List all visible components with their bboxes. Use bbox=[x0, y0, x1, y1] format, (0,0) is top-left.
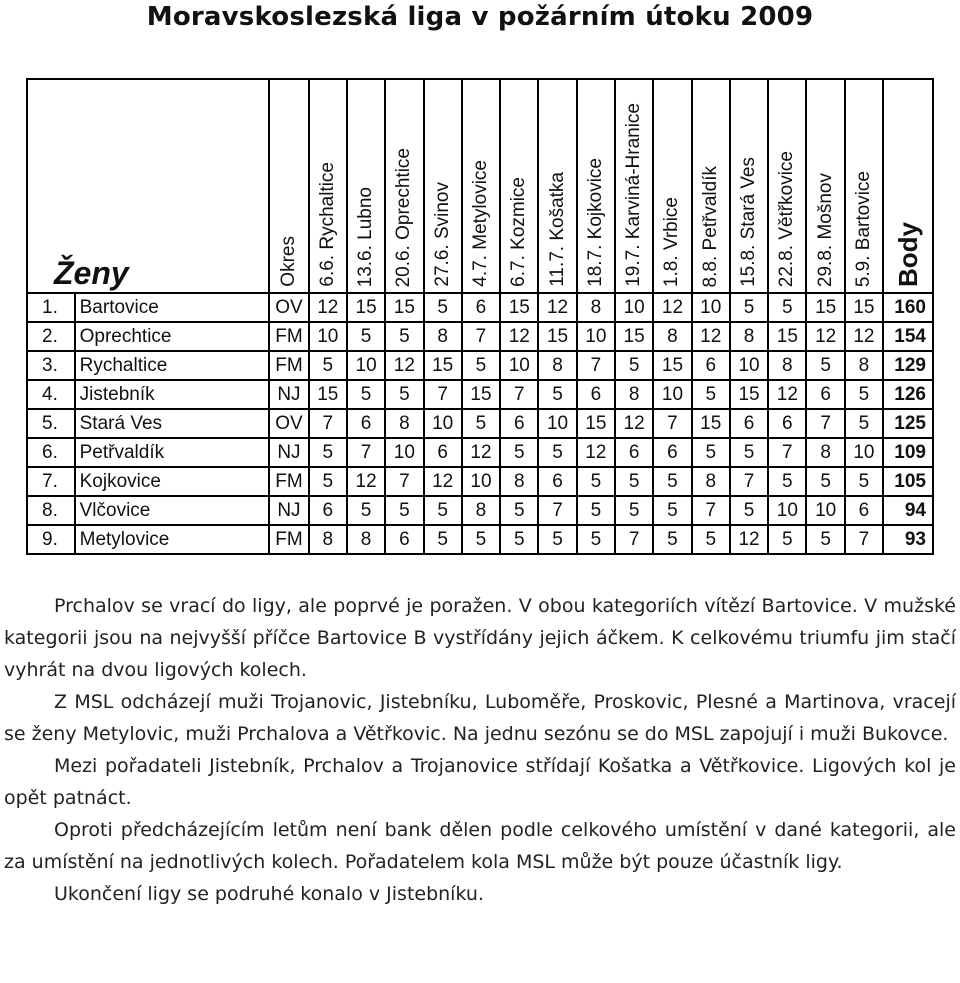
score-cell: 6 bbox=[615, 438, 653, 467]
round-header: 15.8. Stará Ves bbox=[730, 79, 768, 293]
team-cell: Vlčovice bbox=[75, 496, 270, 525]
score-cell: 5 bbox=[653, 467, 691, 496]
score-cell: 8 bbox=[615, 380, 653, 409]
score-cell: 7 bbox=[806, 409, 844, 438]
team-cell: Bartovice bbox=[75, 293, 270, 322]
score-cell: 5 bbox=[538, 438, 576, 467]
score-cell: 15 bbox=[615, 322, 653, 351]
score-cell: 12 bbox=[653, 293, 691, 322]
total-points-cell: 125 bbox=[883, 409, 933, 438]
okres-cell: FM bbox=[269, 467, 308, 496]
score-cell: 5 bbox=[538, 380, 576, 409]
score-cell: 8 bbox=[385, 409, 423, 438]
score-cell: 12 bbox=[768, 380, 806, 409]
round-header: 8.8. Petřvaldík bbox=[692, 79, 730, 293]
rank-cell: 9. bbox=[27, 525, 75, 554]
score-cell: 6 bbox=[424, 438, 462, 467]
score-cell: 5 bbox=[653, 496, 691, 525]
score-cell: 15 bbox=[424, 351, 462, 380]
okres-cell: OV bbox=[269, 293, 308, 322]
score-cell: 10 bbox=[424, 409, 462, 438]
score-cell: 10 bbox=[806, 496, 844, 525]
score-cell: 5 bbox=[692, 525, 730, 554]
rank-cell: 4. bbox=[27, 380, 75, 409]
score-cell: 7 bbox=[385, 467, 423, 496]
score-cell: 10 bbox=[692, 293, 730, 322]
score-cell: 5 bbox=[692, 438, 730, 467]
round-header: 5.9. Bartovice bbox=[845, 79, 883, 293]
score-cell: 15 bbox=[845, 293, 883, 322]
score-cell: 7 bbox=[577, 351, 615, 380]
team-cell: Oprechtice bbox=[75, 322, 270, 351]
score-cell: 8 bbox=[692, 467, 730, 496]
score-cell: 8 bbox=[768, 351, 806, 380]
score-cell: 8 bbox=[845, 351, 883, 380]
score-cell: 7 bbox=[424, 380, 462, 409]
results-body bbox=[27, 293, 933, 554]
score-cell: 10 bbox=[500, 351, 538, 380]
round-header: 27.6. Svinov bbox=[424, 79, 462, 293]
score-cell: 8 bbox=[424, 322, 462, 351]
score-cell: 10 bbox=[577, 322, 615, 351]
score-cell: 5 bbox=[577, 496, 615, 525]
score-cell: 8 bbox=[577, 293, 615, 322]
score-cell: 12 bbox=[615, 409, 653, 438]
score-cell: 12 bbox=[385, 351, 423, 380]
category-label: Ženy bbox=[54, 255, 129, 291]
total-points-cell: 93 bbox=[883, 525, 933, 554]
score-cell: 15 bbox=[347, 293, 385, 322]
round-header: 6.7. Kozmice bbox=[500, 79, 538, 293]
header-row bbox=[27, 79, 933, 293]
score-cell: 5 bbox=[615, 467, 653, 496]
score-cell: 8 bbox=[730, 322, 768, 351]
score-cell: 10 bbox=[385, 438, 423, 467]
score-cell: 8 bbox=[462, 496, 500, 525]
score-cell: 12 bbox=[538, 293, 576, 322]
results-table bbox=[26, 78, 934, 555]
table-row bbox=[27, 351, 933, 380]
rank-cell: 2. bbox=[27, 322, 75, 351]
score-cell: 10 bbox=[462, 467, 500, 496]
score-cell: 5 bbox=[730, 293, 768, 322]
score-cell: 5 bbox=[347, 380, 385, 409]
score-cell: 8 bbox=[500, 467, 538, 496]
score-cell: 6 bbox=[309, 496, 347, 525]
score-cell: 7 bbox=[692, 496, 730, 525]
team-cell: Jistebník bbox=[75, 380, 270, 409]
score-cell: 8 bbox=[538, 351, 576, 380]
score-cell: 15 bbox=[730, 380, 768, 409]
page-title: Moravskoslezská liga v požárním útoku 2009 bbox=[146, 2, 814, 32]
score-cell: 5 bbox=[424, 496, 462, 525]
score-cell: 6 bbox=[768, 409, 806, 438]
score-cell: 12 bbox=[424, 467, 462, 496]
score-cell: 8 bbox=[347, 525, 385, 554]
paragraph: Oproti předcházejícím letům není bank dělen podle celkového umístění v dané kategorii, ale za umístění na jednotlivých kolech. Pořadatelem kola MSL může být pouze účastník ligy. bbox=[4, 819, 956, 873]
paragraph: Z MSL odcházejí muži Trojanovic, Jistebníku, Luboměře, Proskovic, Plesné a Martinova, vracejí se ženy Metylovic, muži Prchalova a Větřkovic. Na jednu sezónu se do MSL zapojují i muži Bukovce. bbox=[4, 691, 956, 745]
score-cell: 7 bbox=[347, 438, 385, 467]
score-cell: 5 bbox=[730, 438, 768, 467]
score-cell: 5 bbox=[462, 409, 500, 438]
total-points-cell: 129 bbox=[883, 351, 933, 380]
total-points-cell: 109 bbox=[883, 438, 933, 467]
score-cell: 15 bbox=[309, 380, 347, 409]
table-row bbox=[27, 496, 933, 525]
score-cell: 10 bbox=[615, 293, 653, 322]
score-cell: 5 bbox=[424, 293, 462, 322]
article-text bbox=[4, 590, 956, 910]
score-cell: 10 bbox=[347, 351, 385, 380]
score-cell: 7 bbox=[309, 409, 347, 438]
score-cell: 5 bbox=[500, 525, 538, 554]
okres-cell: OV bbox=[269, 409, 308, 438]
score-cell: 5 bbox=[385, 380, 423, 409]
rank-cell: 1. bbox=[27, 293, 75, 322]
total-points-cell: 160 bbox=[883, 293, 933, 322]
score-cell: 5 bbox=[462, 525, 500, 554]
round-header: 18.7. Kojkovice bbox=[577, 79, 615, 293]
team-cell: Petřvaldík bbox=[75, 438, 270, 467]
score-cell: 5 bbox=[309, 467, 347, 496]
body-header: Body bbox=[883, 79, 933, 293]
rank-cell: 6. bbox=[27, 438, 75, 467]
score-cell: 10 bbox=[845, 438, 883, 467]
score-cell: 12 bbox=[730, 525, 768, 554]
score-cell: 15 bbox=[577, 409, 615, 438]
score-cell: 5 bbox=[385, 496, 423, 525]
score-cell: 6 bbox=[653, 438, 691, 467]
score-cell: 5 bbox=[538, 525, 576, 554]
score-cell: 15 bbox=[500, 293, 538, 322]
team-cell: Metylovice bbox=[75, 525, 270, 554]
table-row bbox=[27, 409, 933, 438]
score-cell: 12 bbox=[577, 438, 615, 467]
okres-cell: FM bbox=[269, 351, 308, 380]
score-cell: 12 bbox=[309, 293, 347, 322]
rank-cell: 3. bbox=[27, 351, 75, 380]
score-cell: 5 bbox=[347, 496, 385, 525]
team-cell: Rychaltice bbox=[75, 351, 270, 380]
okres-cell: NJ bbox=[269, 380, 308, 409]
score-cell: 12 bbox=[692, 322, 730, 351]
score-cell: 12 bbox=[347, 467, 385, 496]
total-points-cell: 154 bbox=[883, 322, 933, 351]
score-cell: 10 bbox=[309, 322, 347, 351]
score-cell: 5 bbox=[806, 525, 844, 554]
score-cell: 12 bbox=[806, 322, 844, 351]
score-cell: 5 bbox=[806, 351, 844, 380]
score-cell: 15 bbox=[538, 322, 576, 351]
score-cell: 12 bbox=[500, 322, 538, 351]
score-cell: 5 bbox=[577, 525, 615, 554]
score-cell: 5 bbox=[692, 380, 730, 409]
score-cell: 8 bbox=[806, 438, 844, 467]
score-cell: 8 bbox=[309, 525, 347, 554]
score-cell: 5 bbox=[309, 438, 347, 467]
paragraph: Prchalov se vrací do ligy, ale poprvé je poražen. V obou kategoriích vítězí Bartovice. V mužské kategorii jsou na nejvyšší příčce Bartovice B vystřídány jejich áčkem. K celkovému triumfu jim stačí vyhrát na dvou ligových kolech. bbox=[4, 595, 956, 681]
score-cell: 5 bbox=[768, 293, 806, 322]
score-cell: 7 bbox=[538, 496, 576, 525]
score-cell: 6 bbox=[730, 409, 768, 438]
okres-cell: NJ bbox=[269, 438, 308, 467]
table-row bbox=[27, 380, 933, 409]
rank-cell: 5. bbox=[27, 409, 75, 438]
total-points-cell: 94 bbox=[883, 496, 933, 525]
score-cell: 15 bbox=[806, 293, 844, 322]
score-cell: 7 bbox=[730, 467, 768, 496]
category-header bbox=[27, 79, 269, 293]
score-cell: 5 bbox=[845, 409, 883, 438]
score-cell: 6 bbox=[385, 525, 423, 554]
score-cell: 5 bbox=[768, 525, 806, 554]
score-cell: 15 bbox=[653, 351, 691, 380]
score-cell: 5 bbox=[462, 351, 500, 380]
score-cell: 5 bbox=[615, 351, 653, 380]
score-cell: 7 bbox=[653, 409, 691, 438]
score-cell: 12 bbox=[462, 438, 500, 467]
score-cell: 5 bbox=[768, 467, 806, 496]
score-cell: 5 bbox=[806, 467, 844, 496]
round-header: 1.8. Vrbice bbox=[653, 79, 691, 293]
round-header: 19.7. Karviná-Hranice bbox=[615, 79, 653, 293]
score-cell: 7 bbox=[462, 322, 500, 351]
score-cell: 10 bbox=[768, 496, 806, 525]
okres-cell: NJ bbox=[269, 496, 308, 525]
table-row bbox=[27, 467, 933, 496]
score-cell: 5 bbox=[385, 322, 423, 351]
round-header: 29.8. Mošnov bbox=[806, 79, 844, 293]
table-row bbox=[27, 438, 933, 467]
round-header: 13.6. Lubno bbox=[347, 79, 385, 293]
score-cell: 5 bbox=[615, 496, 653, 525]
score-cell: 10 bbox=[538, 409, 576, 438]
score-cell: 5 bbox=[653, 525, 691, 554]
score-cell: 7 bbox=[615, 525, 653, 554]
score-cell: 6 bbox=[577, 380, 615, 409]
total-points-cell: 105 bbox=[883, 467, 933, 496]
table-row bbox=[27, 293, 933, 322]
score-cell: 5 bbox=[730, 496, 768, 525]
score-cell: 5 bbox=[845, 380, 883, 409]
score-cell: 6 bbox=[462, 293, 500, 322]
score-cell: 5 bbox=[500, 496, 538, 525]
rank-cell: 7. bbox=[27, 467, 75, 496]
score-cell: 7 bbox=[500, 380, 538, 409]
score-cell: 5 bbox=[577, 467, 615, 496]
team-cell: Stará Ves bbox=[75, 409, 270, 438]
score-cell: 5 bbox=[309, 351, 347, 380]
round-header: 6.6. Rychaltice bbox=[309, 79, 347, 293]
paragraph: Mezi pořadateli Jistebník, Prchalov a Trojanovice střídají Košatka a Větřkovice. Ligových kol je opět patnáct. bbox=[4, 755, 956, 809]
score-cell: 5 bbox=[500, 438, 538, 467]
score-cell: 6 bbox=[538, 467, 576, 496]
score-cell: 5 bbox=[424, 525, 462, 554]
okres-header: Okres bbox=[269, 79, 308, 293]
table-row bbox=[27, 525, 933, 554]
table-row bbox=[27, 322, 933, 351]
round-header: 20.6. Oprechtice bbox=[385, 79, 423, 293]
score-cell: 5 bbox=[347, 322, 385, 351]
score-cell: 10 bbox=[730, 351, 768, 380]
score-cell: 7 bbox=[845, 525, 883, 554]
score-cell: 6 bbox=[347, 409, 385, 438]
score-cell: 15 bbox=[385, 293, 423, 322]
team-cell: Kojkovice bbox=[75, 467, 270, 496]
total-points-cell: 126 bbox=[883, 380, 933, 409]
score-cell: 6 bbox=[845, 496, 883, 525]
score-cell: 6 bbox=[692, 351, 730, 380]
score-cell: 6 bbox=[500, 409, 538, 438]
score-cell: 8 bbox=[653, 322, 691, 351]
round-header: 22.8. Větřkovice bbox=[768, 79, 806, 293]
score-cell: 6 bbox=[806, 380, 844, 409]
round-header: 11.7. Košatka bbox=[538, 79, 576, 293]
rank-cell: 8. bbox=[27, 496, 75, 525]
paragraph: Ukončení ligy se podruhé konalo v Jistebníku. bbox=[54, 883, 484, 905]
score-cell: 15 bbox=[768, 322, 806, 351]
score-cell: 12 bbox=[845, 322, 883, 351]
score-cell: 7 bbox=[768, 438, 806, 467]
round-header: 4.7. Metylovice bbox=[462, 79, 500, 293]
okres-cell: FM bbox=[269, 322, 308, 351]
score-cell: 5 bbox=[845, 467, 883, 496]
results-table-container bbox=[26, 78, 934, 554]
score-cell: 15 bbox=[462, 380, 500, 409]
okres-cell: FM bbox=[269, 525, 308, 554]
score-cell: 15 bbox=[692, 409, 730, 438]
score-cell: 10 bbox=[653, 380, 691, 409]
